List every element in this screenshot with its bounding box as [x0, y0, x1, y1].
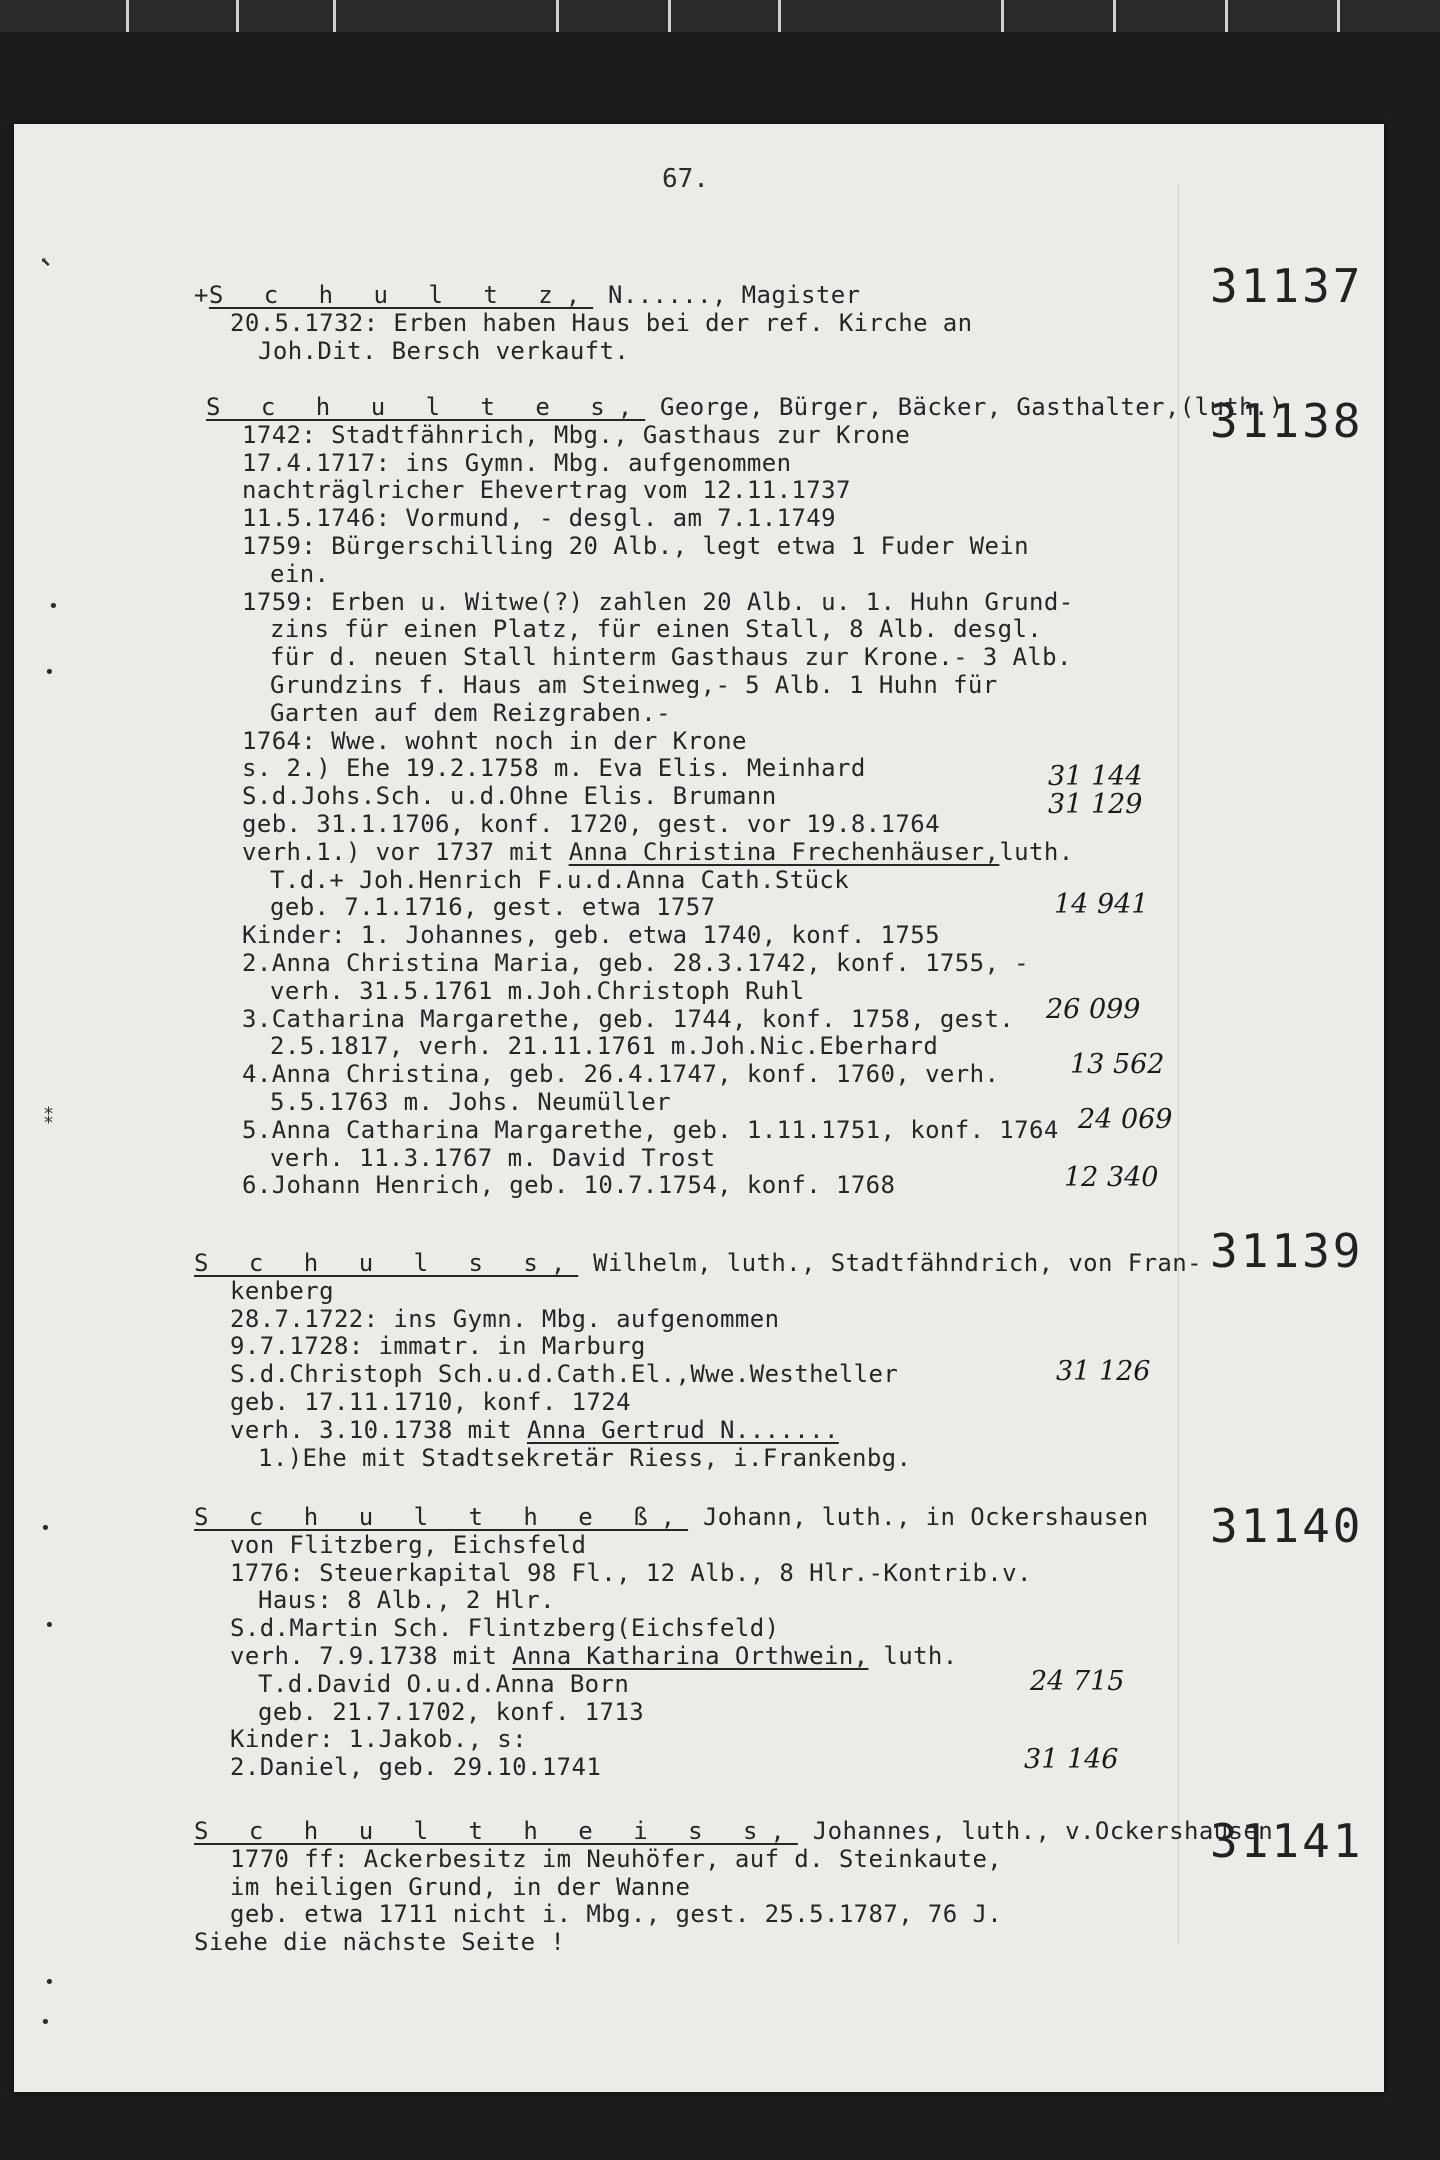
entry-number: 31140: [1210, 1499, 1364, 1553]
entry-line: geb. 21.7.1702, konf. 1713: [258, 1697, 645, 1726]
entry-line: 1742: Stadtfähnrich, Mbg., Gasthaus zur Krone: [242, 420, 911, 449]
entry-heading: +S c h u l t z, N......, Magister: [194, 281, 861, 309]
entry-31137: [194, 282, 972, 365]
strip-tick: [778, 0, 781, 32]
entry-line: 20.5.1732: Erben haben Haus bei der ref. Kirche an: [230, 308, 973, 337]
strip-tick: [1113, 0, 1116, 32]
handwritten-ref: 26 099: [1046, 994, 1141, 1025]
entry-line: verh. 3.10.1738 mit Anna Gertrud N.......: [230, 1415, 839, 1444]
entry-line: 1764: Wwe. wohnt noch in der Krone: [242, 726, 747, 755]
entry-line: im heiligen Grund, in der Wanne: [230, 1872, 691, 1901]
handwritten-ref: 31 146: [1024, 1744, 1119, 1775]
entry-line: S.d.Martin Sch. Flintzberg(Eichsfeld): [230, 1614, 780, 1643]
entry-line: 4.Anna Christina, geb. 26.4.1747, konf. 1760, verh.: [242, 1060, 1000, 1089]
spouse-name: Anna Christina Frechenhäuser,: [568, 837, 1000, 866]
entry-line: von Flitzberg, Eichsfeld: [230, 1530, 587, 1559]
handwritten-ref: 31 144: [1048, 761, 1143, 792]
entry-line: geb. etwa 1711 nicht i. Mbg., gest. 25.5.1787, 76 J.: [230, 1900, 1003, 1929]
page-number: 67.: [662, 164, 709, 194]
entry-line: 3.Catharina Margarethe, geb. 1744, konf. 1758, gest.: [242, 1004, 1015, 1033]
surname: S c h u l t e s,: [206, 393, 646, 421]
spouse-name: Anna Gertrud N.......: [526, 1415, 839, 1444]
strip-tick: [1225, 0, 1228, 32]
spouse-name: Anna Katharina Orthwein,: [512, 1641, 869, 1670]
entry-line: geb. 7.1.1716, gest. etwa 1757: [270, 893, 716, 922]
strip-tick: [236, 0, 239, 32]
entry-line: 5.Anna Catharina Margarethe, geb. 1.11.1751, konf. 1764: [242, 1115, 1059, 1144]
entry-line: s. 2.) Ehe 19.2.1758 m. Eva Elis. Meinhard: [242, 754, 866, 783]
punch-mark: ⬉: [40, 252, 51, 273]
entry-number: 31139: [1210, 1224, 1364, 1278]
surname: S c h u l s s,: [194, 1249, 579, 1277]
entry-line: 1759: Bürgerschilling 20 Alb., legt etwa 1 Fuder Wein: [242, 531, 1030, 560]
entry-31140: [194, 1504, 1148, 1782]
handwritten-ref: 24 715: [1030, 1666, 1125, 1697]
entry-line: 9.7.1728: immatr. in Marburg: [230, 1332, 646, 1361]
film-strip-top: [0, 0, 1440, 32]
entry-line: 1.)Ehe mit Stadtsekretär Riess, i.Frankenbg.: [258, 1443, 912, 1472]
punch-mark: •: [44, 662, 55, 683]
entry-line: 2.Daniel, geb. 29.10.1741: [230, 1753, 602, 1782]
handwritten-ref: 13 562: [1070, 1049, 1165, 1080]
entry-number: 31137: [1210, 259, 1364, 313]
entry-line: verh.1.) vor 1737 mit Anna Christina Frechenhäuser,luth.: [242, 837, 1074, 866]
entry-heading: S c h u l t h e ß, Johann, luth., in Ockershausen: [194, 1503, 1149, 1531]
punch-mark: •: [40, 1518, 51, 1539]
punch-mark: •: [44, 1972, 55, 1993]
entry-line: 28.7.1722: ins Gymn. Mbg. aufgenommen: [230, 1304, 780, 1333]
entry-line: ein.: [270, 559, 330, 588]
entry-line: 2.5.1817, verh. 21.11.1761 m.Joh.Nic.Eberhard: [270, 1032, 939, 1061]
entry-line: S.d.Johs.Sch. u.d.Ohne Elis. Brumann: [242, 782, 777, 811]
entry-heading: S c h u l s s, Wilhelm, luth., Stadtfähndrich, von Fran-: [194, 1249, 1202, 1277]
document-page: [14, 124, 1384, 2092]
entry-heading: S c h u l t e s, George, Bürger, Bäcker, Gasthalter,(luth.): [206, 393, 1284, 421]
strip-tick: [1337, 0, 1340, 32]
handwritten-ref: 31 126: [1056, 1356, 1151, 1387]
surname: S c h u l t h e ß,: [194, 1503, 689, 1531]
entry-line: geb. 31.1.1706, konf. 1720, gest. vor 19.8.1764: [242, 809, 940, 838]
strip-tick: [333, 0, 336, 32]
entry-line: 17.4.1717: ins Gymn. Mbg. aufgenommen: [242, 448, 792, 477]
entry-31141: [194, 1818, 1273, 1957]
entry-line: Siehe die nächste Seite !: [194, 1928, 566, 1957]
entry-line: T.d.David O.u.d.Anna Born: [258, 1669, 630, 1698]
entry-line: nachträglricher Ehevertrag vom 12.11.1737: [242, 476, 851, 505]
entry-line: Kinder: 1.Jakob., s:: [230, 1725, 527, 1754]
entry-line: 1770 ff: Ackerbesitz im Neuhöfer, auf d. Steinkaute,: [230, 1844, 1003, 1873]
strip-tick: [668, 0, 671, 32]
entry-line: 1776: Steuerkapital 98 Fl., 12 Alb., 8 Hlr.-Kontrib.v.: [230, 1558, 1032, 1587]
entry-line: 1759: Erben u. Witwe(?) zahlen 20 Alb. u. 1. Huhn Grund-: [242, 587, 1074, 616]
entry-line: T.d.+ Joh.Henrich F.u.d.Anna Cath.Stück: [270, 865, 850, 894]
entry-heading: S c h u l t h e i s s, Johannes, luth., v.Ockershausen: [194, 1817, 1274, 1845]
entry-line: 2.Anna Christina Maria, geb. 28.3.1742, konf. 1755, -: [242, 948, 1030, 977]
strip-tick: [556, 0, 559, 32]
punch-mark: •: [44, 1615, 55, 1636]
entry-line: Grundzins f. Haus am Steinweg,- 5 Alb. 1 Huhn für: [270, 670, 998, 699]
punch-mark: ⁑: [44, 1107, 53, 1128]
punch-mark: •: [40, 2012, 51, 2033]
entry-line: Garten auf dem Reizgraben.-: [270, 698, 671, 727]
handwritten-ref: 12 340: [1064, 1162, 1159, 1193]
handwritten-ref: 24 069: [1078, 1104, 1173, 1135]
entry-line: 11.5.1746: Vormund, - desgl. am 7.1.1749: [242, 504, 836, 533]
entry-line: für d. neuen Stall hinterm Gasthaus zur Krone.- 3 Alb.: [270, 643, 1072, 672]
surname: S c h u l t h e i s s,: [194, 1817, 798, 1845]
entry-line: Joh.Dit. Bersch verkauft.: [258, 336, 630, 365]
entry-line: verh. 7.9.1738 mit Anna Katharina Orthwein, luth.: [230, 1641, 958, 1670]
entry-line: geb. 17.11.1710, konf. 1724: [230, 1387, 631, 1416]
strip-tick: [1001, 0, 1004, 32]
entry-line: verh. 11.3.1767 m. David Trost: [270, 1143, 716, 1172]
handwritten-ref: 14 941: [1054, 889, 1149, 920]
entry-line: 5.5.1763 m. Johs. Neumüller: [270, 1087, 671, 1116]
entry-line: S.d.Christoph Sch.u.d.Cath.El.,Wwe.Westheller: [230, 1360, 899, 1389]
strip-tick: [126, 0, 129, 32]
entry-line: verh. 31.5.1761 m.Joh.Christoph Ruhl: [270, 976, 805, 1005]
entry-line: Kinder: 1. Johannes, geb. etwa 1740, konf. 1755: [242, 921, 940, 950]
entry-31139: [194, 1250, 1202, 1472]
entry-line: zins für einen Platz, für einen Stall, 8 Alb. desgl.: [270, 615, 1043, 644]
entry-line: 6.Johann Henrich, geb. 10.7.1754, konf. 1768: [242, 1171, 896, 1200]
handwritten-ref: 31 129: [1048, 789, 1143, 820]
surname: S c h u l t z,: [208, 281, 594, 309]
entry-line: kenberg: [230, 1276, 334, 1305]
entry-number: 31138: [1210, 394, 1364, 448]
punch-mark: •: [48, 596, 59, 617]
entry-line: Haus: 8 Alb., 2 Hlr.: [258, 1586, 555, 1615]
entry-number: 31141: [1210, 1814, 1364, 1868]
